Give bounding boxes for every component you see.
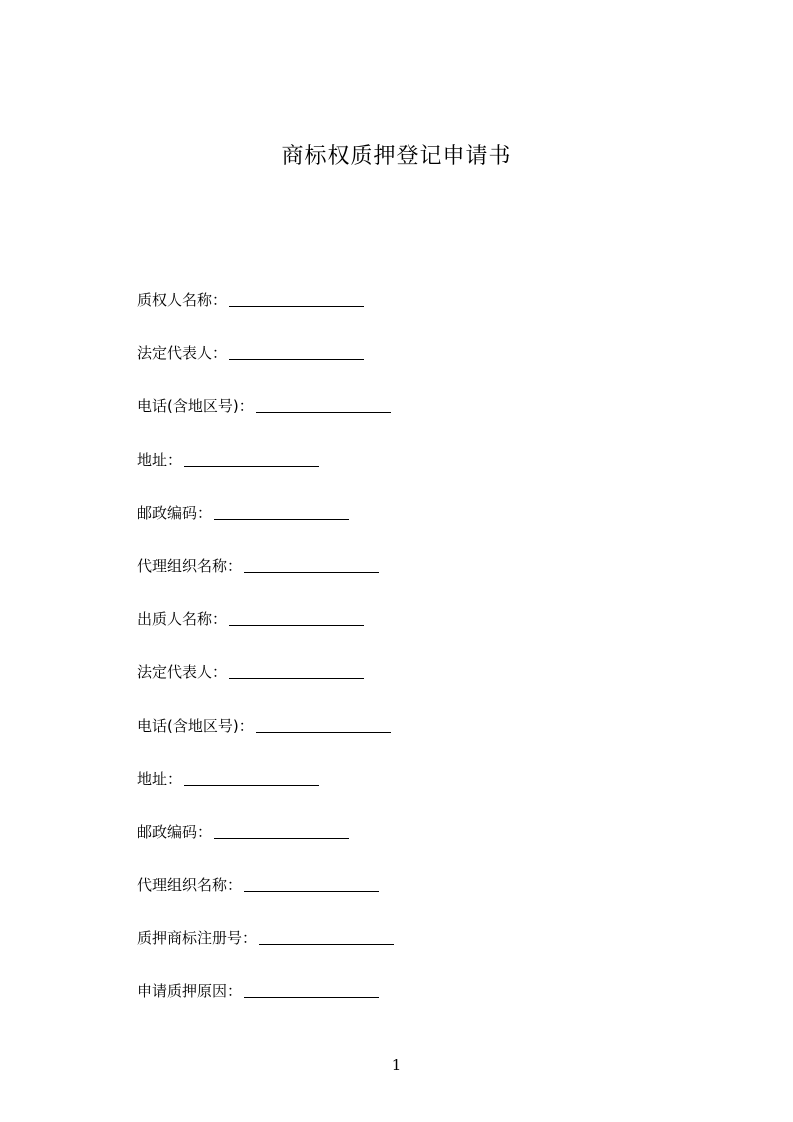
fill-in-blank[interactable] — [214, 821, 349, 839]
form-row-trademark-registration-number — [137, 927, 394, 980]
form-field-list — [137, 289, 394, 1034]
form-row-pledgor-agency-name — [137, 874, 394, 927]
field-label: 电话(含地区号)： — [137, 397, 254, 416]
fill-in-blank[interactable] — [244, 874, 379, 892]
fill-in-blank[interactable] — [244, 555, 379, 573]
form-row-pledgee-postal-code — [137, 502, 394, 555]
fill-in-blank[interactable] — [184, 768, 319, 786]
fill-in-blank[interactable] — [244, 980, 379, 998]
field-label: 电话(含地区号)： — [137, 716, 254, 735]
field-label: 质押商标注册号： — [137, 929, 258, 948]
form-row-pledgor-legal-representative — [137, 661, 394, 714]
form-row-pledgee-agency-name — [137, 555, 394, 608]
form-row-pledge-reason — [137, 980, 394, 1033]
field-label: 法定代表人： — [137, 344, 228, 363]
form-row-pledgee-legal-representative — [137, 342, 394, 395]
fill-in-blank[interactable] — [256, 395, 391, 413]
form-row-pledgor-name — [137, 608, 394, 661]
fill-in-blank[interactable] — [256, 715, 391, 733]
fill-in-blank[interactable] — [214, 502, 349, 520]
form-row-pledgee-address — [137, 449, 394, 502]
fill-in-blank[interactable] — [229, 289, 364, 307]
field-label: 质权人名称： — [137, 291, 228, 309]
field-label: 邮政编码： — [137, 822, 213, 841]
fill-in-blank[interactable] — [184, 449, 319, 467]
field-label: 申请质押原因： — [137, 982, 243, 1001]
form-row-pledgor-phone — [137, 715, 394, 768]
field-label: 代理组织名称： — [137, 876, 243, 895]
fill-in-blank[interactable] — [229, 608, 364, 626]
fill-in-blank[interactable] — [229, 342, 364, 360]
form-row-pledgor-postal-code — [137, 821, 394, 874]
form-row-pledgee-name — [137, 289, 394, 342]
field-label: 法定代表人： — [137, 663, 228, 682]
document-title: 商标权质押登记申请书 — [281, 144, 512, 169]
form-row-pledgor-address — [137, 768, 394, 821]
fill-in-blank[interactable] — [259, 927, 394, 945]
field-label: 代理组织名称： — [137, 556, 243, 575]
field-label: 邮政编码： — [137, 503, 213, 522]
field-label: 地址： — [137, 769, 183, 788]
fill-in-blank[interactable] — [229, 661, 364, 679]
field-label: 地址： — [137, 450, 183, 469]
page-number: 1 — [391, 1056, 402, 1074]
field-label: 出质人名称： — [137, 610, 228, 629]
form-row-pledgee-phone — [137, 395, 394, 448]
